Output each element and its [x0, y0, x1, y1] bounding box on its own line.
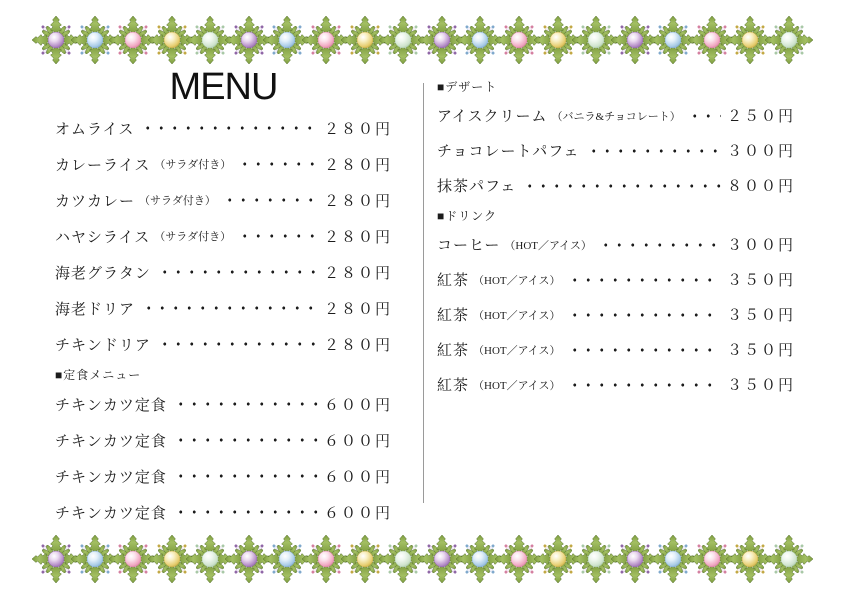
menu-item-row — [55, 494, 392, 530]
dot-leader — [221, 182, 318, 218]
item-price: ３５０円 — [726, 308, 795, 324]
item-note: （バニラ&チョコレート） — [551, 110, 681, 123]
item-name: 紅茶 — [437, 308, 470, 324]
dot-leader — [236, 218, 318, 254]
item-price: ８００円 — [726, 179, 795, 195]
item-note: （HOT／アイス） — [473, 379, 561, 392]
item-name: チキンカツ定食 — [55, 433, 167, 450]
menu-item-row — [55, 146, 392, 182]
item-price: ２８０円 — [323, 121, 392, 138]
dot-leader — [156, 326, 318, 362]
column-divider — [423, 83, 424, 503]
item-name: チキンドリア — [55, 337, 151, 354]
menu-item-row — [437, 168, 795, 203]
item-note: （HOT／アイス） — [504, 239, 592, 252]
item-name: チキンカツ定食 — [55, 505, 167, 522]
right-menu-column — [437, 74, 795, 402]
item-name: コーヒー — [437, 238, 501, 254]
top-flower-border — [33, 13, 812, 65]
item-price: ２８０円 — [323, 193, 392, 210]
item-note: （サラダ付き） — [139, 195, 216, 207]
item-price: ６００円 — [323, 469, 392, 486]
page-title: MENU — [169, 66, 278, 108]
item-price: ３００円 — [726, 144, 795, 160]
item-name: 紅茶 — [437, 378, 470, 394]
dot-leader — [156, 254, 318, 290]
item-note: （HOT／アイス） — [473, 274, 561, 287]
bottom-flower-border — [33, 532, 812, 584]
section-header-label: ■ドリンク — [437, 208, 498, 223]
item-name: 海老グラタン — [55, 265, 151, 282]
menu-item-row — [55, 218, 392, 254]
left-menu-column — [55, 110, 392, 530]
item-note: （HOT／アイス） — [473, 309, 561, 322]
item-price: ２８０円 — [323, 265, 392, 282]
section-header-label: ■定食メニュー — [55, 367, 142, 382]
item-price: ３５０円 — [726, 343, 795, 359]
item-note: （サラダ付き） — [154, 231, 232, 243]
item-price: ６００円 — [323, 505, 392, 522]
item-name: アイスクリーム — [437, 109, 548, 125]
item-name: チキンカツ定食 — [55, 397, 167, 414]
dot-leader — [585, 133, 721, 168]
item-name: オムライス — [55, 121, 135, 138]
menu-item-row — [437, 227, 795, 262]
dot-leader — [236, 146, 318, 182]
menu-item-row — [55, 290, 392, 326]
item-name: ハヤシライス — [55, 229, 151, 246]
item-name: チキンカツ定食 — [55, 469, 167, 486]
section-header — [55, 362, 392, 386]
menu-item-row — [55, 326, 392, 362]
item-price: ２８０円 — [323, 337, 392, 354]
dot-leader — [172, 458, 318, 494]
dot-leader — [566, 367, 721, 402]
item-price: ２８０円 — [323, 229, 392, 246]
dot-leader — [597, 227, 721, 262]
menu-item-row — [55, 458, 392, 494]
menu-item-row — [55, 110, 392, 146]
dot-leader — [686, 98, 721, 133]
item-name: カツカレー — [55, 193, 136, 210]
menu-item-row — [437, 262, 795, 297]
item-note: （HOT／アイス） — [473, 344, 561, 357]
dot-leader — [140, 290, 318, 326]
menu-item-row — [55, 386, 392, 422]
section-header-label: ■デザート — [437, 79, 498, 94]
item-price: ３５０円 — [726, 273, 795, 289]
item-price: ３００円 — [726, 238, 795, 254]
menu-item-row — [437, 133, 795, 168]
item-name: 抹茶パフェ — [437, 179, 517, 195]
dot-leader — [172, 422, 318, 458]
flower-ornament-mint — [766, 13, 812, 65]
item-note: （サラダ付き） — [154, 159, 232, 171]
section-header — [437, 203, 795, 227]
flower-ornament-mint — [766, 532, 812, 584]
dot-leader — [172, 386, 318, 422]
item-name: カレーライス — [55, 157, 151, 174]
menu-item-row — [437, 332, 795, 367]
item-name: 海老ドリア — [55, 301, 136, 318]
item-price: ３５０円 — [726, 378, 795, 394]
dot-leader — [566, 297, 721, 332]
item-price: ２８０円 — [323, 157, 392, 174]
menu-item-row — [437, 297, 795, 332]
section-header — [437, 74, 795, 98]
item-name: チョコレートパフェ — [437, 144, 580, 160]
menu-item-row — [55, 182, 392, 218]
item-price: ２５０円 — [726, 109, 795, 125]
dot-leader — [566, 332, 721, 367]
item-price: ２８０円 — [323, 301, 392, 318]
dot-leader — [172, 494, 318, 530]
dot-leader — [139, 110, 318, 146]
menu-item-row — [55, 254, 392, 290]
menu-item-row — [437, 367, 795, 402]
item-name: 紅茶 — [437, 273, 470, 289]
item-name: 紅茶 — [437, 343, 470, 359]
menu-item-row — [55, 422, 392, 458]
dot-leader — [566, 262, 721, 297]
item-price: ６００円 — [323, 397, 392, 414]
dot-leader — [521, 168, 721, 203]
item-price: ６００円 — [323, 433, 392, 450]
menu-item-row — [437, 98, 795, 133]
